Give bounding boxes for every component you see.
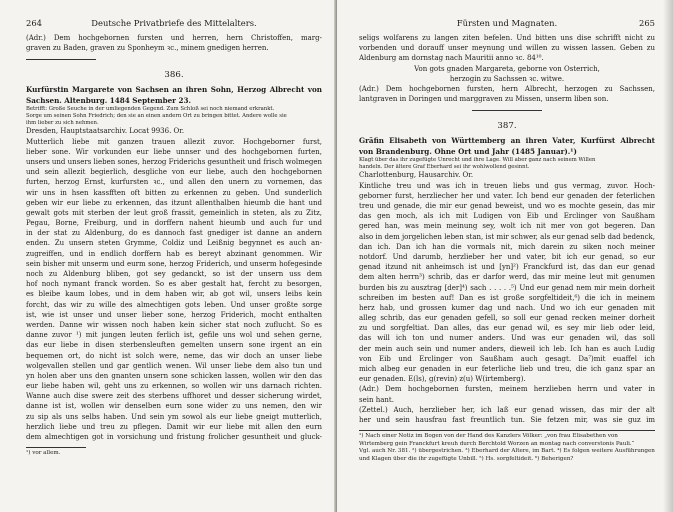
text-line: seligs wolfarens zu langen ziten befelen. Und bitten uns dise schrifft nicht zu (359, 34, 655, 42)
right-page (337, 0, 673, 512)
body-line: Mutterlich liebe mit ganzen trauen allezit zuvor. Hochgeborner furst, (26, 137, 322, 146)
body-line: notdorf. Und darumb, herzlieber her und vater, bit ich eur genad, so eur (359, 252, 655, 261)
right-footnotes (359, 433, 655, 463)
separator-rule (472, 110, 542, 111)
right-page-number: 265 (639, 18, 655, 28)
page-edge-shadow (663, 0, 673, 512)
body-line: Kintliche treu und was ich in treuen liebs und gus vermag, zuvor. Hoch- (359, 181, 655, 190)
body-line: eur liebe haben wil, geht uns zu erkennen, so wollen wir uns darnach richten. (26, 382, 322, 391)
body-line: enden. Zu unsern steten Grymme, Coldiz und Leißnig begynnet es auch an- (26, 239, 322, 248)
body-line: herzlich liebe und treu zu pflegen. Damit wir eur liebe mit allen den eurn (26, 422, 322, 431)
left-running-head (26, 16, 322, 30)
body-line: in der stat zu Aldenburg, do es dannoch fast gnediger ist danne an andern (26, 229, 322, 238)
body-line: geben wir eur liebe zu erkennen, das itzunt allenthalben hieumb die hant und (26, 198, 322, 207)
right-body-text (359, 181, 655, 385)
left-source-line: Dresden, Hauptstaatsarchiv. Locat 9936. Or. (26, 127, 185, 136)
left-doc-title (26, 85, 322, 105)
body-line: zu und sorgfeltiat. Dan alles, das eur genad wil, es sey mir lieb oder leid, (359, 324, 655, 333)
body-line: wolgevallen stellen und gar gentlich wenen. Wil unser liebe dem also tun und (26, 361, 322, 370)
body-line: noch zu Aldenburg bliben, got sey gedanckt, so ist der unsern uss dem (26, 270, 322, 279)
right-top-lines (359, 33, 655, 64)
text-line: (Adr.) Dem hochgebornen fursten und herren, hern Christoffen, marg- (26, 34, 322, 42)
note-line: ihm lieber zu sich nehmen. (26, 119, 99, 126)
left-page-content (26, 16, 322, 458)
signature-line: herzogin zu Sachssen ꝛc. witwe. (449, 74, 565, 83)
body-line: Wanne auch dise swere zeit des sterbens uffhoret und desser sicherung wirdet, (26, 392, 322, 401)
title-line: Sachsen. Altenburg. 1484 September 23. (26, 95, 191, 105)
body-line: schreiben im besten auf! Dan es ist große sorgfeltideit,⁶) die ich in meinem (359, 293, 655, 302)
body-line: dem almechtigen got in vorsichung und fristung frolicher gesuntheit und gluck- (26, 433, 322, 442)
body-line: gered han, was mein meinung sey, wolt ich nit mer von got begeren. Dan (359, 222, 655, 231)
body-line: forcht, das wir zu wille des almechtigen gots leben. Und unser großte sorge (26, 300, 322, 309)
footnote-line: ¹) vor allem. (26, 450, 61, 457)
body-line: sein bisher mit unserm und eurm sone, herzog Friderich, und unserm hofegesinde (26, 259, 322, 268)
body-line: unsers und unsers lieben sones, herzog Friderichs gesuntheit und frisch wolmegen (26, 157, 322, 166)
right-address-bottom: (Adr.) Dem hochgebornen fursten, meinem herzlieben herrn und vater in (359, 385, 655, 394)
body-line: eur genaden. E(ls), g(revin) z(u) W(irtemberg). (359, 375, 526, 384)
body-line: treu und genade, die mir eur genad beweist, und wo es mochte gesein, das mir (359, 202, 655, 211)
body-line: dan ich. Dan ich han die vormals nit, mich darein zu siken noch meiner (359, 242, 655, 251)
right-address-bottom-2: sein hant. (359, 395, 394, 404)
right-running-head (359, 16, 655, 30)
note-line: Klagt über das ihr zugefügte Unrecht und ihre Lage. Will aber ganz nach seinem Willen (359, 156, 596, 163)
footnote-line: ¹) Nach einer Notiz im Bogen von der Hand des Kanzlers Völker: „von frau Elisabethen von (359, 433, 618, 440)
right-doc-title (359, 136, 655, 156)
zettel-line: her und sein hausfrau fast freuntlich tun. Sie fetzen mir, was sie guz im (359, 415, 655, 424)
note-line: Betrifft: Große Seuche in der umliegenden Gegend. Zum Schloß sei noch niemand erkrankt. (26, 105, 275, 112)
right-footnote-rule (359, 430, 655, 431)
body-line: das eur liebe in disen sterbensleuften gemelten unsern sone irgent an ein (26, 341, 322, 350)
note-line: handeln. Der ältere Graf Eberhard sei ihr wohlwollend gesinnt. (359, 163, 530, 170)
body-line: mich albeg eur genaden in eur feterliche lieb und treu, die ich ganz spar an (359, 365, 655, 374)
left-summary-note (26, 106, 322, 127)
body-line: gewalt gots mit sterben der leut groß frassit, gemeinlich in steten, als zu Zitz, (26, 208, 322, 217)
address-line: lantgraven in Doringen und marggraven zu Missen, unserm liben son. (359, 95, 609, 104)
body-line: Pegau, Borne, Freiburg, und in dorffern nahent hieumb und auch fur und (26, 219, 322, 228)
body-line: herz hab, und grossen kumer dag und nach. Und wo ich eur genaden mit (359, 303, 655, 312)
body-line: furten, herzog Ernst, kurfursten ꝛc., und allen den unern zu vornemen, das (26, 178, 322, 187)
right-signature (359, 64, 655, 84)
left-footnotes (26, 450, 322, 458)
body-line: danne ist ist, wollen wir denselben eurn sone wider zu uns nemen, den wir (26, 402, 322, 411)
left-page (0, 0, 336, 512)
body-line: hof noch nymant franck worden. So es aber gestalt hat, fercht zu besorgen, (26, 280, 322, 289)
note-line: Sorge um seinen Sohn Friedrich; den sie an einen andern Ort zu bringen bittet. Andere wolle sie (26, 112, 287, 119)
body-line: und sein allezit begierlich, desgliche von eur liebe, auch den hochgebornen (26, 168, 322, 177)
right-source-line: Charlottenburg, Hausarchiv. Or. (359, 171, 474, 180)
footnote-line: Wirtemberg gein Franckfurt kreuh durch Berchtold Worzen an montag nach converstonis Pauli.“ (359, 440, 635, 447)
left-top-lines (26, 33, 322, 53)
body-line: dem alten herrn³) schrib, das er darfor werd, das mir meine leut mit genumen (359, 273, 655, 282)
body-line: lieber sone. Wir vorkunden eur liebe unnser und des hochgebornen furten, (26, 147, 322, 156)
signature-line: Von gots gnaden Margareta, geborne von Osterrich, (414, 64, 600, 73)
text-line: graven zu Baden, graven zu Sponheym ꝛc., minem gnedigen herren. (26, 44, 269, 53)
text-line: vorbenden und dorauff unser meynung und willen zu wissen lassen. Geben zu (359, 44, 655, 53)
left-body-text (26, 137, 322, 443)
footnote-line: Vgl. auch Nr. 381. ²) übergestrichen. ³) Eberhard der Ältere, im Bart. ⁴) Es folgen weitere Ausführungen (359, 448, 655, 455)
body-line: alleg schrib, das eur genaden gefell, so soll eur genad recken meiner dorheit (359, 314, 655, 323)
body-line: danne zuvor ¹) mit jungen leuten ferlich ist, gefile uns wol und sehen gerne, (26, 331, 322, 340)
body-line: das will ich ton und numer anders. Und was eur genaden wil, das soll (359, 334, 655, 343)
zettel-line: (Zettel.) Auch, herzlieber her, ich laß eur genad wissen, das mir der alt (359, 405, 655, 414)
title-line: von Brandenburg. Ohne Ort und Jahr (1485 Januar).¹) (359, 146, 577, 156)
body-line: das gen moch, als ich mit Ludigen von Eib und Erclinger von Saußham (359, 212, 655, 221)
left-page-number: 264 (26, 18, 42, 28)
text-line: Aldenburg am dornstag nach Mauritii anno ꝛc. 84¹⁰. (359, 54, 544, 63)
body-line: bequemen ort, do nicht ist solch were, neme, das wir doch an unser liebe (26, 351, 322, 360)
body-line: also in dem jorgelichen leben stan, ist mir schwer, als eur genad selb dad bedenck, (359, 232, 655, 241)
right-summary-note (359, 157, 655, 171)
title-line: Gräfin Elisabeth von Württemberg an ihren Vater, Kurfürst Albrecht (359, 136, 655, 146)
body-line: genad itzund nit anheimsch ist und [yn]²) Franckfurd ist, das dan eur genad (359, 263, 655, 272)
left-running-title: Deutsche Privatbriefe des Mittelalters. (91, 18, 257, 28)
footnote-line: und Klagen über die ihr zugefügte Unbill. ⁵) Hs. sorgfeltideit. ⁶) Beherigen? (359, 455, 574, 462)
right-doc-number: 387. (497, 121, 517, 132)
right-address (359, 84, 655, 104)
body-line: burden bis zu ausztrag [der]⁴) sach . . . . .⁵) Und eur genad nem mir mein dorheit (359, 283, 655, 292)
right-page-content (359, 16, 655, 464)
left-doc-number: 386. (164, 70, 184, 81)
body-line: es bleibe kaum lobes, und in dem haben wir, ab got wil, unsers leibs kein (26, 290, 322, 299)
right-running-title: Fürsten und Magnaten. (456, 18, 558, 28)
body-line: werden. Danne wir wissen noch haben kein sicher stat noch zuflucht. So es (26, 320, 322, 329)
body-line: wir uns in hsen kassfften oft bitten zu erkennen zu geben. Und sunderlich (26, 188, 322, 197)
body-line: ist, wie ist unser und unser lieber sone, herzog Friderich, mocht enthalten (26, 310, 322, 319)
title-line: Kurfürstin Margarete von Sachsen an ihren Sohn, Herzog Albrecht von (26, 85, 322, 95)
body-line: von Eib und Erclinger von Saußham auch gesagt. Da⁷)mit euaffel ich (359, 354, 655, 363)
body-line: der mein auch sein und numer anders, dieweil ich leb. Ich han es auch Ludig (359, 344, 655, 353)
body-line: geborner furst, herzliecher her und vater. Ich bend eur genaden der feterlichen (359, 191, 655, 200)
body-line: yn holen aber uns den gnanten unsern sone schicken lassen, wollen wir den das (26, 371, 322, 380)
body-line: zugreiffen, und in endlich dorffern hab es bereyt abzinant genommen. Wir (26, 249, 322, 258)
separator-rule (26, 59, 96, 60)
right-zettel (359, 405, 655, 425)
body-line: zu sip als uns selbs haben. Und sein ym sowol als eur liebe gneigt mutterlich, (26, 412, 322, 421)
left-footnote-rule (26, 447, 86, 448)
address-line: (Adr.) Dem hochgebornen fursten, hern Albrecht, herzogen zu Sachssen, (359, 84, 655, 93)
